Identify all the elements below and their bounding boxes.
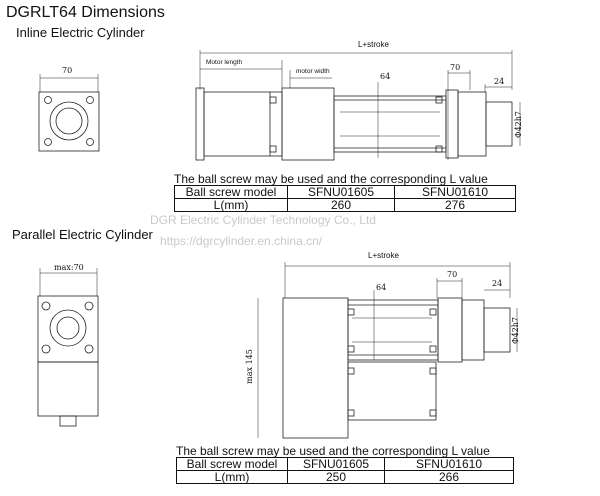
- table-cell: L(mm): [177, 471, 288, 484]
- parallel-64-label: 64: [376, 283, 387, 292]
- watermark-company: DGR Electric Cylinder Technology Co., Ltd: [150, 213, 376, 227]
- inline-side-view: [196, 50, 520, 160]
- parallel-max-145-label: max 145: [244, 349, 254, 384]
- table-cell: 266: [385, 471, 514, 484]
- parallel-24-label: 24: [492, 279, 503, 288]
- parallel-heading: Parallel Electric Cylinder: [12, 227, 153, 242]
- parallel-max-70-label: max:70: [54, 263, 84, 272]
- table-cell: SFNU01605: [288, 458, 385, 471]
- table-row: [177, 458, 514, 471]
- table-cell: 250: [288, 471, 385, 484]
- inline-end-70-label: 70: [62, 66, 73, 75]
- parallel-table-caption: The ball screw may be used and the corresponding L value: [176, 444, 490, 458]
- motor-length-label: Motor length: [206, 59, 243, 66]
- table-cell: SFNU01610: [395, 186, 516, 199]
- watermark-url: https://dgrcylinder.en.china.cn/: [160, 234, 323, 248]
- table-cell: SFNU01605: [288, 186, 395, 199]
- table-cell: 276: [395, 199, 516, 212]
- parallel-spec-table: [176, 457, 514, 484]
- inline-70-label: 70: [450, 63, 461, 72]
- table-cell: L(mm): [175, 199, 288, 212]
- table-row: [175, 199, 516, 212]
- inline-heading: Inline Electric Cylinder: [16, 25, 145, 40]
- table-cell: SFNU01610: [385, 458, 514, 471]
- parallel-70-label: 70: [447, 270, 458, 279]
- inline-64-label: 64: [380, 72, 391, 81]
- parallel-l-stroke-label: L+stroke: [368, 251, 399, 260]
- motor-width-label: motor width: [296, 68, 330, 75]
- table-cell: Ball screw model: [177, 458, 288, 471]
- parallel-end-view: [38, 268, 98, 426]
- inline-table-caption: The ball screw may be used and the corresponding L value: [174, 172, 488, 186]
- inline-l-stroke-label: L+stroke: [358, 40, 389, 49]
- table-cell: 260: [288, 199, 395, 212]
- inline-spec-table: [174, 185, 516, 212]
- page-title: DGRLT64 Dimensions: [6, 4, 165, 21]
- table-cell: Ball screw model: [175, 186, 288, 199]
- parallel-rod-dia-label: Φ42h7: [510, 317, 520, 344]
- inline-rod-dia-label: Φ42h7: [513, 111, 523, 138]
- table-row: [175, 186, 516, 199]
- inline-24-label: 24: [494, 77, 505, 86]
- table-row: [177, 471, 514, 484]
- parallel-side-view: [258, 262, 517, 438]
- inline-end-view: [39, 74, 99, 151]
